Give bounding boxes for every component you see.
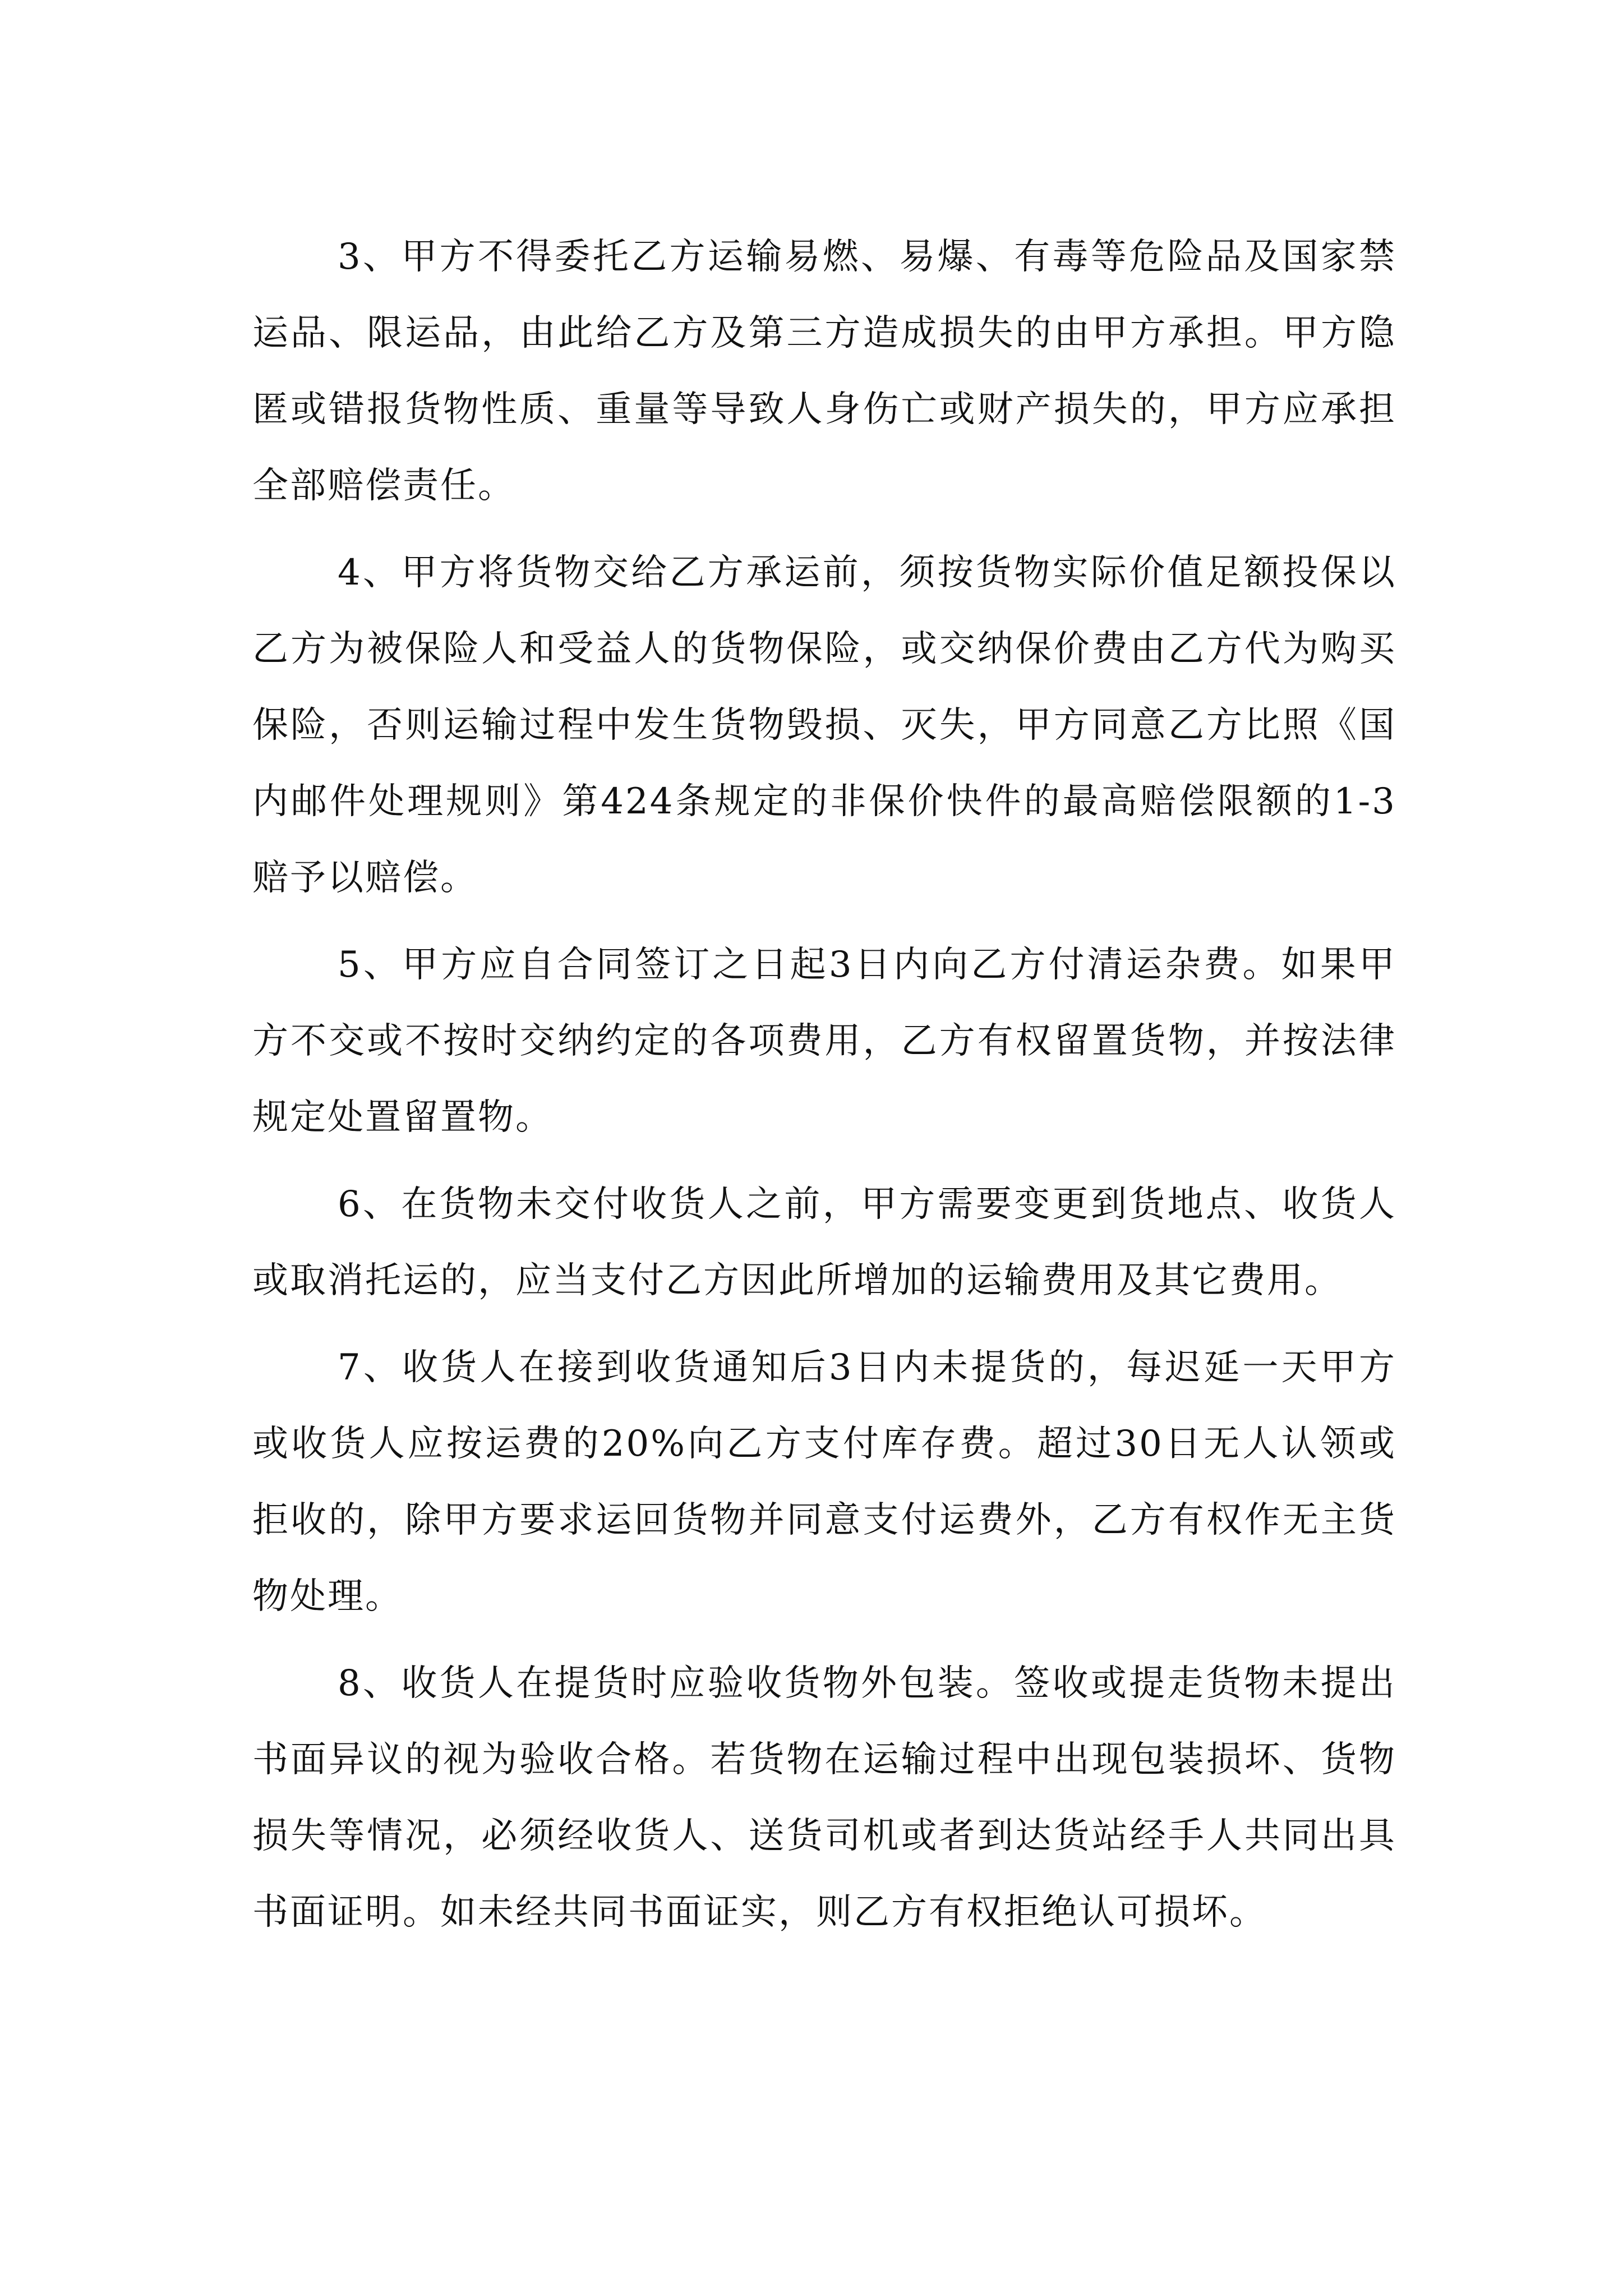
- clause-6: 6、在货物未交付收货人之前，甲方需要变更到货地点、收货人或取消托运的，应当支付乙方因此所增加的运输费用及其它费用。: [252, 1184, 1396, 1301]
- clause-7: 7、收货人在接到收货通知后3日内未提货的，每迟延一天甲方或收货人应按运费的20%向乙方支付库存费。超过30日无人认领或拒收的，除甲方要求运回货物并同意支付运费外，乙方有权作无主货物处理。: [252, 1347, 1396, 1617]
- document-page: [252, 219, 1396, 1961]
- clause-4: 4、甲方将货物交给乙方承运前，须按货物实际价值足额投保以乙方为被保险人和受益人的货物保险，或交纳保价费由乙方代为购买保险，否则运输过程中发生货物毁损、灭失，甲方同意乙方比照《国内邮件处理规则》第424条规定的非保价快件的最高赔偿限额的1-3赔予以赔偿。: [252, 552, 1396, 899]
- clause-3: 3、甲方不得委托乙方运输易燃、易爆、有毒等危险品及国家禁运品、限运品，由此给乙方及第三方造成损失的由甲方承担。甲方隐匿或错报货物性质、重量等导致人身伤亡或财产损失的，甲方应承担全部赔偿责任。: [252, 236, 1396, 507]
- clause-5: 5、甲方应自合同签订之日起3日内向乙方付清运杂费。如果甲方不交或不按时交纳约定的各项费用，乙方有权留置货物，并按法律规定处置留置物。: [252, 944, 1396, 1138]
- clause-8: 8、收货人在提货时应验收货物外包装。签收或提走货物未提出书面异议的视为验收合格。若货物在运输过程中出现包装损坏、货物损失等情况，必须经收货人、送货司机或者到达货站经手人共同出具书面证明。如未经共同书面证实，则乙方有权拒绝认可损坏。: [252, 1663, 1396, 1933]
